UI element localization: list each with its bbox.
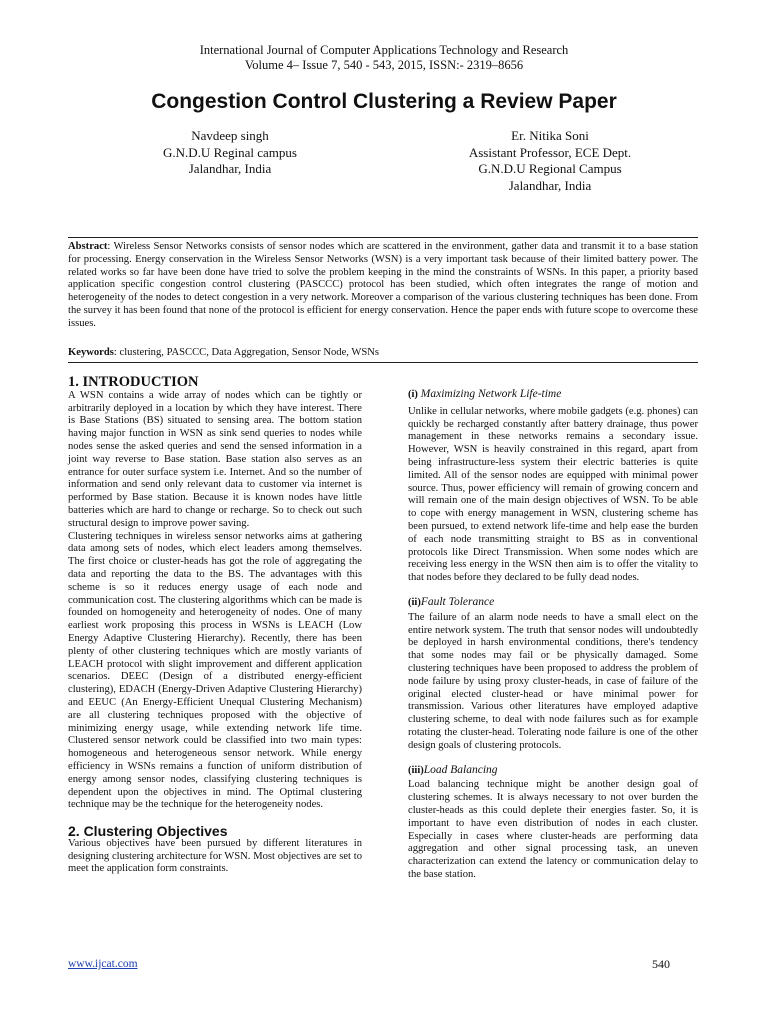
intro-heading: 1. INTRODUCTION (68, 374, 199, 390)
author-1 (130, 128, 330, 178)
author-2-location: Jalandhar, India (508, 177, 592, 193)
right-column (408, 388, 698, 882)
author-2-name: Er. Nitika Soni (511, 128, 589, 143)
journal-website-link[interactable]: www.ijcat.com (68, 958, 138, 970)
author-1-name: Navdeep singh (191, 128, 269, 143)
journal-name: International Journal of Computer Applications Technology and Research (199, 43, 569, 57)
objectives-paragraph: Various objectives have been pursued by different literatures in designing clustering architecture for WSN. Most objectives are set to meet the application form constraints. (68, 837, 362, 875)
abstract-bottom-rule (68, 362, 698, 363)
author-1-location: Jalandhar, India (188, 161, 272, 176)
left-column (68, 376, 362, 876)
paper-title: Congestion Control Clustering a Review Paper (151, 90, 617, 113)
subsection-heading-fault (408, 596, 698, 610)
abstract-top-rule (68, 237, 698, 238)
author-2-affiliation: G.N.D.U Regional Campus (478, 161, 622, 176)
author-2-position: Assistant Professor, ECE Dept. (468, 144, 632, 160)
abstract (68, 241, 698, 331)
subsection-title: Fault Tolerance (420, 595, 495, 608)
subsection-heading-load (408, 764, 698, 778)
abstract-label: Abstract (68, 241, 108, 252)
subsection-heading-lifetime (408, 388, 698, 402)
author-1-affiliation: G.N.D.U Reginal campus (163, 144, 297, 160)
page-number: 540 (652, 957, 670, 971)
objectives-heading: 2. Clustering Objectives (68, 823, 228, 840)
fault-paragraph: The failure of an alarm node needs to have a small elect on the entire network system. The truth that sensor nodes will undoubtedly be deployed in harsh environmental conditions, there's tendency that some nodes may fail or be physically damaged. Some clustering techniques have been proposed to address the problem of node failure by using proxy cluster-heads, in case of failure of the original elected cluster-head or have minimal power for transmission. Various other literatures have employed adaptive clustering scheme, to deal with node failures such as for example rotating the cluster-head. Tolerating node failure is one of the other design goals of clustering protocols. (408, 611, 698, 751)
lifetime-paragraph: Unlike in cellular networks, where mobile gadgets (e.g. phones) can quickly be recharged constantly after battery drainage, thus power management in these networks remains a secondary issue. However, WSN is heavily constrained in this regard, apart from being infrastructure-less system their electric batteries is quite limited. All of the sensor nodes are equipped with minimal power source. Thus, power efficiency will remain of growing concern and will remain one of the main design objectives of WSN. To be able to cope with energy management in WSN, clustering scheme has been pursued, to extend network life-time and help ease the burden of each node transmitting straight to BS as in conventional protocols like Direct Transmission. When some nodes which are receiving less energy in the WSN then aim is to offer the vitality to that nodes before they declared to be fully dead nodes. (408, 405, 698, 584)
intro-paragraph-1: A WSN contains a wide array of nodes which can be tightly or arbitrarily deployed in a location by which they have interest. There is Base Stations (BS) situated to sensing area. The bottom station having major function in WSN as sink send queries to nodes while nodes sense the asked queries and send the sensed information in a joint way reverse to Base station. Base station also serves as an entrance for outer surface system i.e. Internet. And so the number of information and send only relevant data to customer via internet is performed by Base station. Because it is known nodes have little batteries which are hard to change or recharge. So to check out such structural design to improve power saving. (68, 389, 362, 529)
keywords-label: Keywords (68, 347, 114, 358)
author-2 (430, 128, 670, 194)
abstract-text: : Wireless Sensor Networks consists of sensor nodes which are scattered in the environment, gather data and transmit it to a base station for processing. Energy conservation in the Wireless Sensor Networks (WSN) is a very important task because of their limited battery power. The related works so far have been done have tried to solve the problem keeping in the mind the constraints of WSNs. In this paper, a priority based application specific congestion control clustering (PASCCC) protocol has been studied, which often integrates the range of motion and heterogeneity of the nodes to detect congestion in a very network. Moreover a comparison of the various clustering techniques has been done. From the survey it has been found that none of the protocol is efficient for energy conservation. Hence the paper ends with future scope to overcome these issues. (68, 241, 698, 329)
subsection-number: (i) (408, 389, 418, 400)
subsection-title: Maximizing Network Life-time (417, 388, 562, 400)
subsection-title: Load Balancing (423, 763, 498, 776)
load-paragraph: Load balancing technique might be another design goal of clustering schemes. It is always necessary to not over burden the cluster-heads as this could deplete their energies faster. So, it is important to have even distribution of nodes in each cluster. Especially in cases where cluster-heads are performing data aggregation and other signal processing task, an uneven characterization can extend the latency or communication delay to the base station. (408, 779, 698, 880)
intro-paragraph-2: Clustering techniques in wireless sensor networks aims at gathering data among sets of nodes, which elect leaders among themselves. The first choice or cluster-heads has got the role of aggregating the data and reporting the data to the BS. The advantages with this scheme is so it reduces energy usage of each node and communication cost. The clustering algorithms which can be made is founded on homogeneity and heterogeneity of nodes. One of many earliest work proposing this process in WSNs is LEACH (Low Energy Adaptive Clustering Hierarchy). Recently, there has been plenty of other clustering techniques which are mostly variants of LEACH protocol with slight improvement and different application scenarios. DEEC (Design of a distributed energy-efficient clustering), EDACH (Energy-Driven Adaptive Clustering Hierarchy) and EEUC (An Energy-Efficient Unequal Clustering Mechanism) are all clustering techniques proposed with the objective of minimizing energy usage, while extending network life time. Clustered sensor network could be classified into two main types: homogeneous and heterogeneous sensor network. While energy efficiency in WSNs remains a function of uniform distribution of energy among sensor nodes, classifying clustering techniques is dependent upon the objectives in mind. The Optimal clustering technique may be the technique for the heterogeneity nodes. (68, 530, 362, 811)
subsection-number: (iii) (408, 764, 424, 776)
keywords-text: : clustering, PASCCC, Data Aggregation, Sensor Node, WSNs (113, 347, 380, 358)
keywords (68, 346, 698, 359)
subsection-number: (ii) (408, 596, 421, 608)
volume-info: Volume 4– Issue 7, 540 - 543, 2015, ISSN:- 2319–8656 (244, 58, 524, 72)
